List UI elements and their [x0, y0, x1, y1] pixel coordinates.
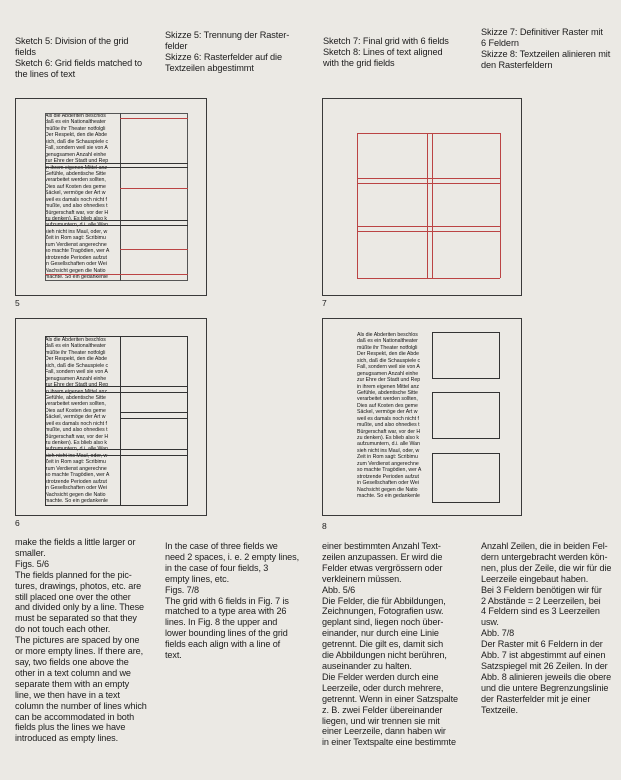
body-line: Abb. 8 alinieren jeweils die obere	[481, 671, 612, 682]
caption-sketch-5-6-en	[15, 36, 165, 80]
figure-7-grid-horizontal	[357, 178, 500, 179]
body-line: einer Leerzeile, dann haben wir	[322, 726, 446, 737]
text-line: Als die Abderiten beschlos	[45, 337, 106, 343]
text-line: in Gesellschaften oder Wei	[45, 485, 107, 492]
figure-5-field-divider	[45, 163, 188, 164]
text-line: Dies auf Kosten des geme	[45, 183, 106, 190]
body-line: Die Felder werden durch eine	[322, 671, 439, 682]
body-line: can be accommodated in both	[15, 711, 135, 722]
body-column-3	[322, 541, 477, 748]
text-line: Der Respekt, den die Abde	[45, 132, 108, 139]
text-line: müßte ihr Theater notfolgli	[45, 125, 106, 132]
body-column-4	[481, 541, 619, 716]
figure-7-grid-vertical	[427, 133, 428, 278]
text-line: Nachsicht gegen die Natio	[45, 267, 106, 274]
text-line: in ihrem eigenen Mittel anz	[45, 164, 107, 171]
figure-7-grid-vertical	[500, 133, 501, 278]
figure-5-field-divider	[45, 225, 188, 226]
text-line: sich, daß die Schauspiele c	[357, 357, 421, 364]
body-line: fields plus the lines we have	[15, 722, 126, 733]
figure-7-frame	[322, 98, 522, 296]
figure-5-red-guide	[120, 118, 188, 119]
text-line: Bürgerschaft war, vor der H	[45, 433, 109, 440]
figure-5-red-guide	[120, 249, 188, 250]
text-line: Säckel, vermöge der Art w	[357, 409, 418, 416]
body-line: Satzspiegel mit 26 Zeilen. In der	[481, 660, 608, 671]
figure-6-field-line	[120, 418, 188, 419]
text-line: Zeit in Rom sagt: Scribimu	[45, 235, 106, 242]
body-line: text.	[165, 650, 182, 661]
text-line: sich, daß die Schauspiele c	[45, 138, 109, 145]
text-line: Der Respekt, den die Abde	[357, 351, 420, 358]
figure-7-grid-horizontal	[357, 278, 500, 279]
caption-line: felder	[165, 41, 188, 51]
text-line: Säckel, vermöge der Art w	[45, 414, 106, 421]
body-line: introduced as empty lines.	[15, 733, 119, 744]
text-line: Gefühle, abdentische Sitte	[357, 389, 418, 396]
text-line: zur Ehre der Stadt und Rep	[357, 377, 421, 384]
body-line: verkleinern müssen.	[322, 573, 402, 584]
body-line: Bei 3 Feldern benötigen wir für	[481, 584, 602, 595]
figure-8-grid-field	[432, 332, 500, 379]
body-line: 4 Feldern sind es 3 Leerzeilen	[481, 606, 600, 617]
figure-7-grid-horizontal	[357, 231, 500, 232]
text-line: aufzumuntern, d.i. alle Wan	[357, 441, 420, 448]
text-line: daß es ein Nationaltheater	[45, 119, 106, 126]
figure-7-grid-horizontal	[357, 133, 500, 134]
body-line: must be separated so that they	[15, 613, 137, 624]
text-line: zur Ehre der Stadt und Rep	[45, 382, 109, 389]
figure-6-column-line	[120, 336, 121, 506]
text-line: so machte Tragödien, wer A	[357, 467, 422, 474]
text-line: strotzende Perioden aufzut	[357, 473, 420, 480]
body-line: fields each align with a line of	[165, 639, 281, 650]
body-line: smaller.	[15, 547, 46, 558]
text-line: daß es ein Nationaltheater	[45, 343, 106, 350]
text-line: Fall, sondern weil sie von A	[357, 364, 420, 371]
text-line: sieh nicht ins Maul, oder, w	[45, 452, 108, 459]
text-line: müßte ihr Theater notfolgli	[357, 344, 418, 351]
figure-7-number: 7	[322, 298, 327, 308]
body-line: Anzahl Zeilen, die in beiden Fel-	[481, 541, 608, 551]
text-line: daß es ein Nationaltheater	[357, 338, 418, 345]
body-column-2	[165, 541, 315, 661]
figure-8-text-block	[357, 332, 432, 504]
body-line: Leerzeile eingebaut haben.	[481, 573, 589, 584]
body-line: Figs. 7/8	[165, 584, 199, 595]
text-line: mußte, und also ohnedies t	[357, 422, 420, 429]
body-line: Figs. 5/6	[15, 558, 49, 569]
body-line: The pictures are spaced by one	[15, 635, 140, 646]
body-line: column the number of lines which	[15, 700, 147, 711]
text-line: zu denken). Es blieb also k	[45, 440, 107, 446]
text-line: verarbeitet werden sollten,	[45, 177, 106, 184]
figure-5-column-line	[120, 113, 121, 281]
body-line: or more empty lines. If there are,	[15, 646, 144, 657]
text-line: in Gesellschaften oder Wei	[45, 261, 107, 268]
text-line: Dies auf Kosten des geme	[357, 402, 418, 409]
body-line: say, two fields one above the	[15, 656, 129, 667]
text-line: strotzende Perioden aufzut	[45, 254, 108, 261]
figure-6-number: 6	[15, 518, 20, 528]
text-line: zu denken). Es blieb also k	[45, 216, 107, 222]
text-line: aufzumuntern, d.i. alle Wan	[45, 222, 108, 229]
text-line: zum Verdienst angerechne	[357, 460, 419, 467]
caption-line: 6 Feldern	[481, 38, 519, 48]
body-line: Die Felder, die für Abbildungen,	[322, 595, 446, 606]
figure-7-grid-horizontal	[357, 183, 500, 184]
body-line: In the case of three fields we	[165, 541, 278, 551]
body-line: in einer Textspalte eine bestimmte	[322, 737, 456, 748]
body-line: dern untergebracht werden kön-	[481, 551, 608, 562]
figure-6-field-line	[45, 449, 188, 450]
body-line: Textzeile.	[481, 704, 518, 715]
figure-8-number: 8	[322, 521, 327, 531]
body-line: lower bounding lines of the grid	[165, 628, 288, 639]
body-line: make the fields a little larger or	[15, 537, 136, 547]
figure-5-red-guide	[120, 188, 188, 189]
caption-line: Skizze 6: Rasterfelder auf die	[165, 52, 283, 62]
body-line: der Rasterfelder mit je einer	[481, 693, 591, 704]
text-line: so machte Tragödien, wer A	[45, 472, 110, 479]
body-line: die Abbildungen nicht berühren,	[322, 650, 447, 661]
body-line: z. B. zwei Felder übereinander	[322, 704, 443, 715]
figure-6-field-line	[45, 392, 188, 393]
figure-7-grid-horizontal	[357, 226, 500, 227]
text-line: genugsamen Anzahl einhe	[357, 370, 419, 377]
text-line: sieh nicht ins Maul, oder, w	[45, 228, 108, 235]
body-line: auseinander zu halten.	[322, 660, 412, 671]
body-line: line, we then have in a text	[15, 689, 120, 700]
figure-5-field-divider	[45, 167, 188, 168]
caption-line: Sketch 6: Grid fields matched to	[15, 58, 143, 68]
body-line: and divided only by a line. These	[15, 602, 144, 613]
body-column-1	[15, 537, 165, 744]
figure-6-field-line	[120, 412, 188, 413]
figure-6-field-line	[45, 455, 188, 456]
text-line: Nachsicht gegen die Natio	[357, 486, 418, 493]
text-line: weil es damals noch nicht f	[45, 420, 107, 427]
caption-line: Sketch 5: Division of the grid	[15, 36, 129, 46]
body-line: need 2 spaces, i. e. 2 empty lines,	[165, 551, 299, 562]
text-line: verarbeitet werden sollten,	[45, 401, 106, 408]
figure-7-grid-vertical	[432, 133, 433, 278]
text-line: Fall, sondern weil sie von A	[45, 369, 108, 376]
figure-5-type-area	[45, 113, 188, 281]
text-line: Säckel, vermöge der Art w	[45, 190, 106, 197]
figure-8-grid-field	[432, 392, 500, 439]
caption-line: fields	[15, 47, 36, 57]
figure-8-grid-field	[432, 453, 500, 503]
text-line: Gefühle, abdentische Sitte	[45, 170, 106, 177]
caption-sketch-7-8-de	[481, 27, 619, 71]
figure-6-field-line	[45, 386, 188, 387]
body-line: lines. In Fig. 8 the upper and	[165, 617, 278, 628]
text-line: verarbeitet werden sollten,	[357, 396, 418, 403]
figure-5-field-divider	[45, 220, 188, 221]
text-line: genugsamen Anzahl einhe	[45, 151, 107, 158]
caption-line: the lines of text	[15, 69, 76, 79]
text-line: machte. So ein gedankenle	[45, 273, 108, 280]
caption-line: Sketch 8: Lines of text aligned	[323, 47, 443, 57]
body-line: matched to a type area with 26	[165, 606, 287, 617]
text-line: strotzende Perioden aufzut	[45, 478, 108, 485]
text-line: aufzumuntern, d.i. alle Wan	[45, 446, 108, 453]
text-line: in Gesellschaften oder Wei	[357, 480, 419, 487]
text-line: zu denken). Es blieb also k	[357, 435, 419, 441]
body-line: separate them with an empty	[15, 678, 130, 689]
body-line: Abb. 5/6	[322, 584, 356, 595]
body-line: The fields planned for the pic-	[15, 569, 132, 580]
text-line: genugsamen Anzahl einhe	[45, 375, 107, 382]
text-line: Fall, sondern weil sie von A	[45, 145, 108, 152]
body-line: einer bestimmten Anzahl Text-	[322, 541, 441, 551]
text-line: zum Verdienst angerechne	[45, 241, 107, 248]
text-line: weil es damals noch nicht f	[45, 196, 107, 203]
text-line: Als die Abderiten beschlos	[357, 332, 418, 338]
body-line: und die untere Begrenzungslinie	[481, 682, 609, 693]
text-line: Nachsicht gegen die Natio	[45, 491, 106, 498]
body-line: Abb. 7/8	[481, 628, 515, 639]
text-line: weil es damals noch nicht f	[357, 415, 419, 422]
body-line: do not touch each other.	[15, 624, 111, 635]
body-line: getrennt. Die gilt es, damit sich	[322, 639, 444, 650]
text-line: sich, daß die Schauspiele c	[45, 362, 109, 369]
caption-line: Skizze 5: Trennung der Raster-	[165, 30, 290, 40]
caption-sketch-5-6-de	[165, 30, 315, 74]
text-line: Der Respekt, den die Abde	[45, 356, 108, 363]
text-line: mußte, und also ohnedies t	[45, 427, 108, 434]
text-line: zur Ehre der Stadt und Rep	[45, 158, 109, 165]
body-line: Zeichnungen, Fotografien usw.	[322, 606, 444, 617]
figure-7-grid-vertical	[357, 133, 358, 278]
body-line: usw.	[481, 617, 499, 628]
text-line: zum Verdienst angerechne	[45, 465, 107, 472]
body-line: still placed one over the other	[15, 591, 131, 602]
text-line: machte. So ein gedankenle	[357, 492, 420, 499]
body-line: liegen, und wir trennen sie mit	[322, 715, 440, 726]
body-line: getrennt. Wenn in einer Satzspalte	[322, 693, 458, 704]
text-line: in ihrem eigenen Mittel anz	[357, 383, 419, 390]
text-line: sieh nicht ins Maul, oder, w	[357, 447, 420, 454]
text-line: Als die Abderiten beschlos	[45, 113, 106, 119]
caption-line: Sketch 7: Final grid with 6 fields	[323, 36, 449, 46]
text-line: Dies auf Kosten des geme	[45, 407, 106, 414]
text-line: in ihrem eigenen Mittel anz	[45, 388, 107, 395]
text-line: Zeit in Rom sagt: Scribimu	[45, 459, 106, 466]
body-line: Abb. 7 ist abgestimmt auf einen	[481, 650, 606, 661]
text-line: Zeit in Rom sagt: Scribimu	[357, 454, 418, 461]
text-line: Bürgerschaft war, vor der H	[357, 428, 421, 435]
body-line: in the case of four fields, 3	[165, 562, 269, 573]
body-line: Leerzeile, oder durch mehrere,	[322, 682, 444, 693]
figure-5-red-guide	[45, 274, 188, 275]
body-line: The grid with 6 fields in Fig. 7 is	[165, 595, 289, 606]
caption-line: Textzeilen abgestimmt	[165, 63, 254, 73]
figure-6-type-area	[45, 336, 188, 506]
caption-sketch-7-8-en	[323, 36, 478, 69]
body-line: Der Raster mit 6 Feldern in der	[481, 639, 603, 650]
text-line: Bürgerschaft war, vor der H	[45, 209, 109, 216]
text-line: Gefühle, abdentische Sitte	[45, 394, 106, 401]
caption-line: Skizze 8: Textzeilen alinieren mit	[481, 49, 611, 59]
text-line: müßte ihr Theater notfolgli	[45, 349, 106, 356]
caption-line: Skizze 7: Definitiver Raster mit	[481, 27, 603, 37]
body-line: Felder etwas vergrössern oder	[322, 562, 443, 573]
text-line: machte. So ein gedankenle	[45, 497, 108, 504]
body-line: tures, drawings, photos, etc. are	[15, 580, 142, 591]
text-line: mußte, und also ohnedies t	[45, 203, 108, 210]
body-line: einander, nur durch eine Linie	[322, 628, 439, 639]
body-line: empty lines, etc.	[165, 573, 230, 584]
body-line: geplant sind, liegen noch über-	[322, 617, 444, 628]
body-line: nen, plus der Zeile, die wir für die	[481, 562, 612, 573]
caption-line: den Rasterfeldern	[481, 60, 553, 70]
text-line: so machte Tragödien, wer A	[45, 248, 110, 255]
caption-line: with the grid fields	[323, 58, 395, 68]
body-line: other in a text column and we	[15, 667, 131, 678]
figure-5-number: 5	[15, 298, 20, 308]
body-line: 2 Abstände = 2 Leerzeilen, bei	[481, 595, 601, 606]
body-line: zeilen anzupassen. Er wird die	[322, 551, 443, 562]
